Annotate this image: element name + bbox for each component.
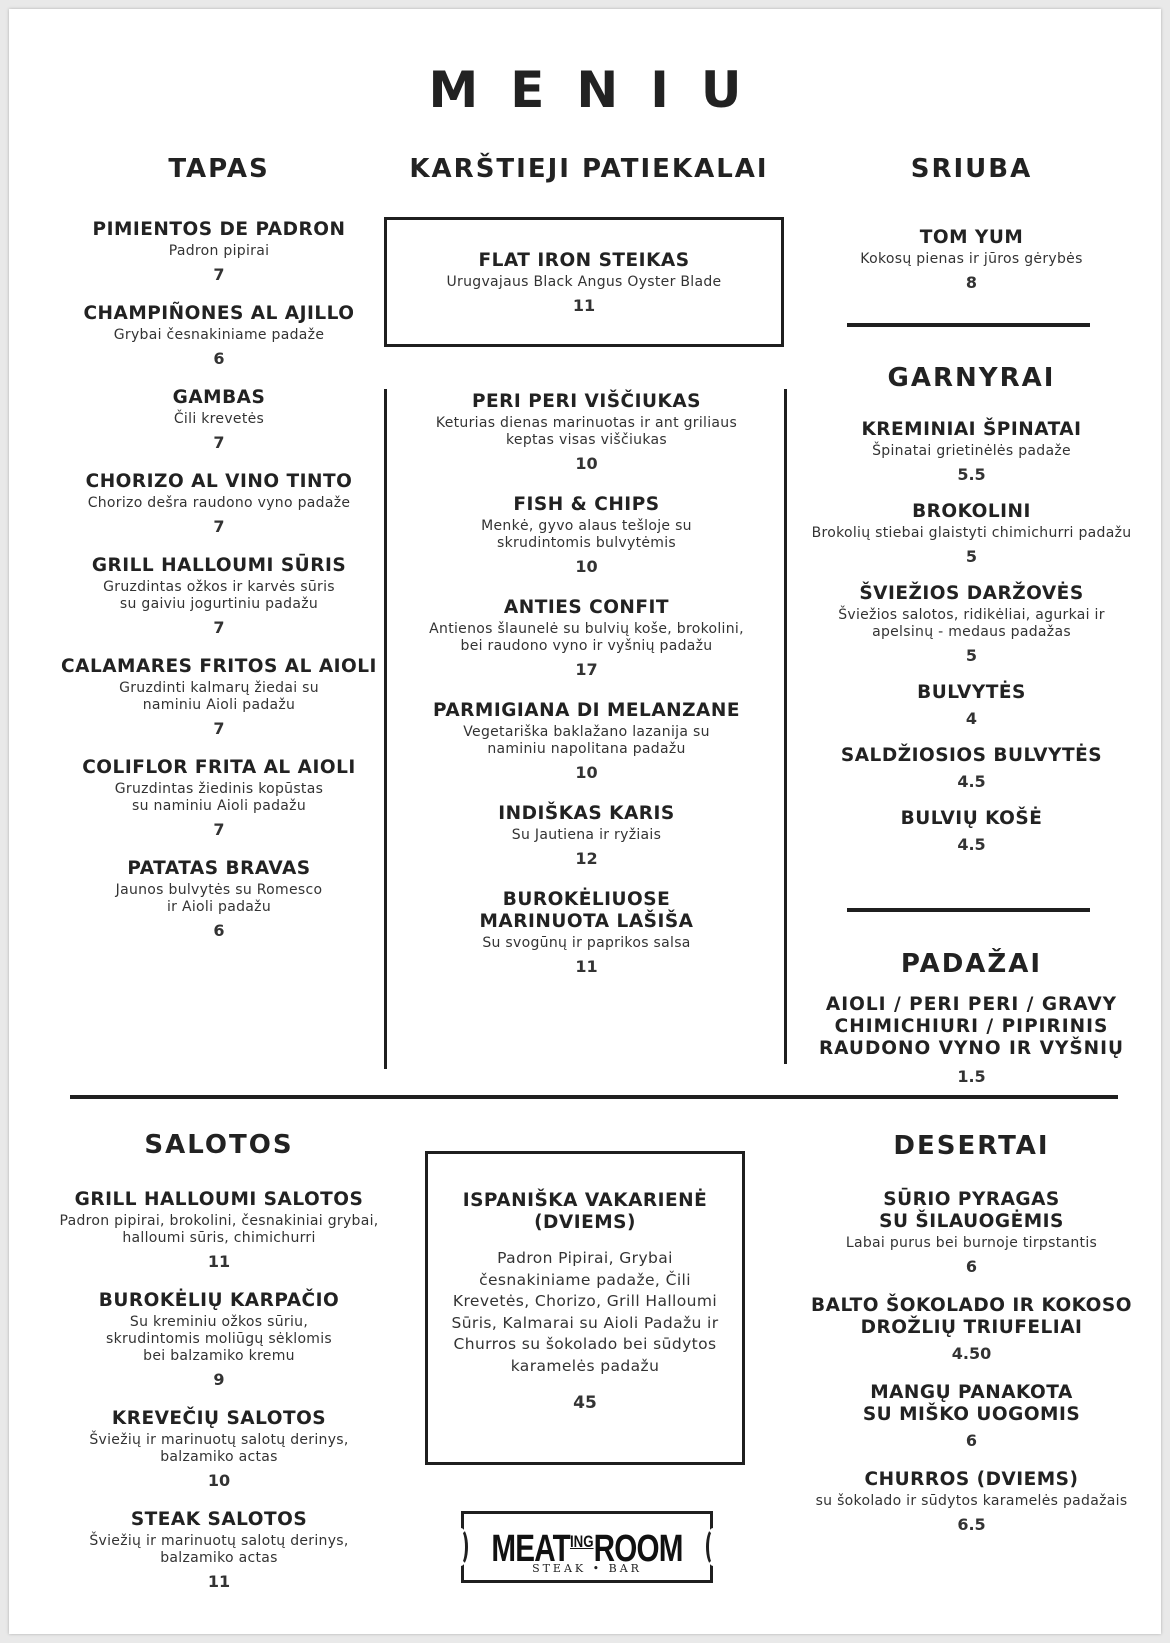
menu-item-desc: Vegetariška baklažano lazanija su naminiu napolitana padažu [463, 724, 710, 757]
combo-desc-line-6: karamelės padažu [510, 1356, 660, 1375]
menu-item-name: KREVEČIŲ SALOTOS [111, 1408, 327, 1429]
menu-item-price: 5 [965, 547, 978, 566]
menu-item [29, 1408, 409, 1491]
salads-list [29, 1189, 409, 1592]
menu-item [799, 583, 1144, 666]
menu-item-price: 4 [965, 709, 978, 728]
menu-item-name: TOM YUM [919, 227, 1024, 248]
menu-item-price: 12 [575, 849, 598, 868]
combo-name: ISPANIŠKA VAKARIENĖ (DVIEMS) [462, 1190, 708, 1233]
menu-item-price: 10 [575, 454, 598, 473]
main-divider [70, 1095, 1118, 1099]
combo-desc-line-4: Sūris, Kalmarai su Aioli Padažu ir [451, 1313, 719, 1332]
menu-item-desc: Menkė, gyvo alaus tešloje su skrudintomis bulvytėmis [481, 518, 692, 551]
menu-item-name: BULVIŲ KOŠĖ [900, 808, 1043, 829]
sides-title: GARNYRAI [887, 363, 1056, 393]
menu-item-name: GAMBAS [172, 387, 266, 408]
menu-item-name: BUROKĖLIŲ KARPAČIO [98, 1290, 340, 1311]
featured-dish-price: 11 [572, 296, 596, 315]
menu-item-name: CHAMPIÑONES AL AJILLO [83, 303, 355, 324]
menu-item-desc: Jaunos bulvytės su Romesco ir Aioli padažu [115, 882, 323, 915]
combo-desc-line-1: Padron Pipirai, Grybai [497, 1249, 673, 1267]
sides-divider [847, 908, 1090, 912]
sauces-line-2: CHIMICHIURI / PIPIRINIS [834, 1016, 1109, 1037]
menu-item-desc: Špinatai grietinėlės padaže [872, 443, 1071, 459]
logo-notch-right [706, 1528, 720, 1566]
menu-item-price: 7 [213, 820, 225, 839]
menu-item [389, 494, 784, 577]
menu-item-desc: Gruzdinti kalmarų žiedai su naminiu Aioli padažu [119, 680, 319, 713]
menu-item-name: KREMINIAI ŠPINATAI [861, 419, 1082, 440]
menu-item-desc: Gruzdintas ožkos ir karvės sūris su gaiviu jogurtiniu padažu [103, 579, 335, 612]
combo-desc-line-5: Churros su šokolado bei sūdytos [453, 1335, 717, 1353]
menu-item [389, 803, 784, 869]
menu-item [389, 889, 784, 977]
menu-item-name: MANGŲ PANAKOTA SU MIŠKO UOGOMIS [862, 1382, 1081, 1425]
menu-item [799, 1295, 1144, 1364]
menu-item-name: ŠVIEŽIOS DARŽOVĖS [859, 583, 1084, 604]
menu-item-price: 11 [575, 957, 598, 976]
menu-item-name: INDIŠKAS KARIS [498, 803, 675, 824]
menu-item-desc: Brokolių stiebai glaistyti chimichurri padažu [811, 525, 1132, 541]
menu-item-price: 4.5 [957, 772, 986, 791]
menu-item-price: 7 [213, 517, 225, 536]
sauces-block [799, 994, 1144, 1087]
menu-item-price: 6 [965, 1431, 978, 1450]
menu-item-desc: Chorizo dešra raudono vyno padaže [87, 495, 351, 511]
menu-item-price: 7 [213, 719, 225, 738]
desserts-list [799, 1189, 1144, 1535]
menu-item-desc: Keturias dienas marinuotas ir ant griliaus keptas visas viščiukas [435, 415, 738, 448]
sides-list [799, 419, 1144, 855]
featured-dish-box [384, 217, 784, 347]
menu-item-desc: Labai purus bei burnoje tirpstantis [845, 1235, 1098, 1251]
menu-item-name: BROKOLINI [912, 501, 1031, 522]
menu-item [799, 501, 1144, 567]
featured-dish [387, 250, 781, 316]
menu-item [799, 808, 1144, 855]
menu-item-price: 10 [575, 557, 598, 576]
menu-item-desc: Šviežios salotos, ridikėliai, agurkai ir apelsinų - medaus padažas [838, 607, 1105, 640]
menu-item-name: STEAK SALOTOS [130, 1509, 308, 1530]
menu-item-name: SALDŽIOSIOS BULVYTĖS [840, 745, 1103, 766]
menu-item [29, 219, 409, 285]
menu-item-price: 7 [213, 618, 225, 637]
menu-title: MENIU [428, 61, 774, 119]
menu-item-desc: Čili krevetės [173, 411, 265, 427]
sauces-title: PADAŽAI [900, 949, 1043, 979]
menu-item-desc: Padron pipirai, brokolini, česnakiniai grybai, halloumi sūris, chimichurri [59, 1213, 379, 1246]
menu-item-name: CHORIZO AL VINO TINTO [85, 471, 353, 492]
menu-item [389, 597, 784, 680]
menu-item [29, 1189, 409, 1272]
menu-item-name: BALTO ŠOKOLADO IR KOKOSO DROŽLIŲ TRIUFELIAI [811, 1295, 1132, 1338]
menu-item-price: 6 [213, 349, 225, 368]
logo-wordmark: $MEAT^{ING}ROOM$ [491, 1528, 683, 1570]
hot-right-divider [784, 389, 787, 1064]
hot-dishes-title: KARŠTIEJI PATIEKALAI [409, 154, 769, 184]
menu-item [29, 858, 409, 941]
menu-item-desc: Kokosų pienas ir jūros gėrybės [860, 251, 1083, 267]
soup-list [799, 227, 1144, 293]
menu-item [29, 555, 409, 638]
menu-item-price: 11 [207, 1252, 231, 1271]
sauces-line-1: AIOLI / PERI PERI / GRAVY [825, 994, 1118, 1015]
menu-sheet [9, 9, 1161, 1634]
menu-item [799, 419, 1144, 485]
menu-item-desc: Su svogūnų ir paprikos salsa [482, 935, 691, 951]
menu-item-price: 8 [965, 273, 978, 292]
menu-item-desc: Su Jautiena ir ryžiais [511, 827, 662, 843]
menu-item [799, 745, 1144, 792]
menu-item-price: 9 [213, 1370, 225, 1389]
combo-box [425, 1151, 745, 1465]
menu-item [29, 757, 409, 840]
salads-title: SALOTOS [144, 1130, 294, 1160]
tapas-list [29, 219, 409, 941]
menu-item-name: PARMIGIANA DI MELANZANE [432, 700, 740, 721]
combo-desc-line-3: Krevetės, Chorizo, Grill Halloumi [452, 1292, 718, 1310]
menu-item [389, 700, 784, 783]
menu-item-price: 6.5 [957, 1515, 986, 1534]
featured-dish-desc: Urugvajaus Black Angus Oyster Blade [446, 274, 722, 290]
logo-notch-left [454, 1528, 468, 1566]
menu-item-name: COLIFLOR FRITA AL AIOLI [82, 757, 356, 778]
sauces-price: 1.5 [957, 1067, 986, 1086]
menu-item-price: 5 [965, 646, 978, 665]
meating-room-logo [461, 1511, 713, 1583]
menu-item-desc: Gruzdintas žiedinis kopūstas su naminiu Aioli padažu [114, 781, 324, 814]
desserts-title: DESERTAI [893, 1131, 1050, 1161]
menu-item-desc: Padron pipirai [168, 243, 270, 259]
menu-item-name: PERI PERI VIŠČIUKAS [471, 391, 702, 412]
hot-left-divider [384, 389, 387, 1069]
menu-item [29, 471, 409, 537]
menu-item-name: SŪRIO PYRAGAS SU ŠILAUOGĖMIS [879, 1189, 1064, 1232]
menu-item-name: FISH & CHIPS [513, 494, 660, 515]
sauces-line-3: RAUDONO VYNO IR VYŠNIŲ [818, 1038, 1125, 1059]
menu-item-price: 4.5 [957, 835, 986, 854]
menu-item [799, 1382, 1144, 1451]
menu-item-desc: Grybai česnakiniame padaže [113, 327, 325, 343]
menu-item [799, 1189, 1144, 1277]
menu-item [29, 387, 409, 453]
menu-item-name: ANTIES CONFIT [503, 597, 670, 618]
menu-item-name: GRILL HALLOUMI SALOTOS [74, 1189, 364, 1210]
combo-dish [428, 1190, 742, 1413]
soup-title: SRIUBA [910, 154, 1033, 184]
menu-item-price: 11 [207, 1572, 231, 1591]
menu-item-price: 10 [207, 1471, 231, 1490]
menu-item-name: PATATAS BRAVAS [127, 858, 311, 879]
menu-item-name: GRILL HALLOUMI SŪRIS [91, 555, 347, 576]
menu-item [29, 1509, 409, 1592]
menu-item-desc: su šokolado ir sūdytos karamelės padažais [815, 1493, 1128, 1509]
menu-item-desc: Šviežių ir marinuotų salotų derinys, balzamiko actas [89, 1533, 349, 1566]
menu-item [389, 391, 784, 474]
menu-item [799, 227, 1144, 293]
menu-item [799, 682, 1144, 729]
menu-item-price: 10 [575, 763, 598, 782]
hot-dishes-list [389, 391, 784, 977]
menu-item-name: BUROKĖLIUOSE MARINUOTA LAŠIŠA [479, 889, 694, 932]
menu-item-price: 6 [213, 921, 225, 940]
menu-item-name: CALAMARES FRITOS AL AIOLI [61, 656, 377, 677]
menu-item-price: 17 [575, 660, 598, 679]
menu-item-name: CHURROS (DVIEMS) [864, 1469, 1079, 1490]
menu-item-price: 6 [965, 1257, 978, 1276]
menu-item-price: 5.5 [957, 465, 986, 484]
logo-subtitle: STEAK • BAR [532, 1562, 642, 1575]
menu-item [29, 656, 409, 739]
featured-dish-name: FLAT IRON STEIKAS [478, 250, 690, 271]
menu-item [29, 1290, 409, 1390]
menu-item-price: 4.50 [951, 1344, 992, 1363]
combo-price: 45 [573, 1393, 597, 1413]
menu-item-name: PIMIENTOS DE PADRON [92, 219, 346, 240]
soup-divider [847, 323, 1090, 327]
menu-item-name: BULVYTĖS [917, 682, 1026, 703]
menu-item-price: 7 [213, 433, 225, 452]
tapas-title: TAPAS [168, 154, 270, 184]
combo-desc-line-2: česnakiniame padaže, Čili [479, 1270, 691, 1289]
menu-item [799, 1469, 1144, 1535]
menu-item-desc: Antienos šlaunelė su bulvių koše, brokolini, bei raudono vyno ir vyšnių padažu [429, 621, 744, 654]
menu-item-desc: Su kreminiu ožkos sūriu, skrudintomis moliūgų sėklomis bei balzamiko kremu [105, 1314, 333, 1364]
menu-item-price: 7 [213, 265, 225, 284]
menu-item-desc: Šviežių ir marinuotų salotų derinys, balzamiko actas [89, 1432, 349, 1465]
menu-item [29, 303, 409, 369]
